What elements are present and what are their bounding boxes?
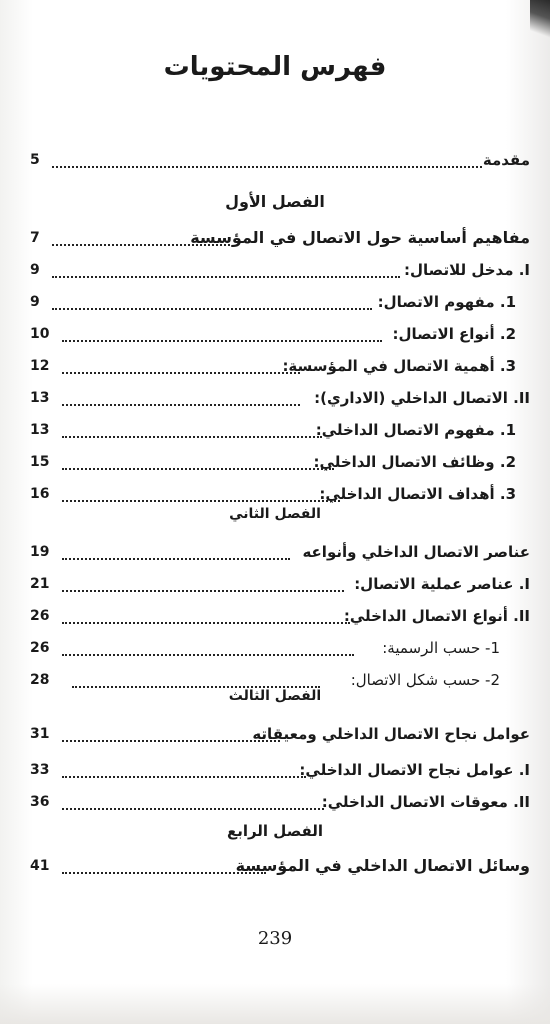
- toc-page-number: 15: [30, 454, 50, 470]
- toc-entry: [30, 354, 530, 378]
- toc-entry-label: 2. وظائف الاتصال الداخلي:: [313, 453, 516, 471]
- toc-page-number: 10: [30, 326, 50, 342]
- toc-page-number: 36: [30, 794, 50, 810]
- toc-page-number: 26: [30, 640, 50, 656]
- toc-entry: [30, 322, 530, 346]
- leader-dots: [62, 476, 340, 502]
- toc-entry-label: I. عوامل نجاح الاتصال الداخلي:: [299, 761, 530, 779]
- chapter-heading-4: الفصل الرابع: [226, 822, 324, 840]
- toc-entry: [30, 418, 530, 442]
- leader-dots: [62, 848, 266, 874]
- leader-dots: [62, 752, 306, 778]
- leader-dots: [62, 412, 322, 438]
- toc-page-number: 13: [30, 422, 50, 438]
- leader-dots: [52, 142, 482, 168]
- toc-entry-label: II. معوقات الاتصال الداخلي:: [321, 793, 530, 811]
- toc-entry-intro: [30, 148, 530, 172]
- leader-dots: [62, 348, 300, 374]
- toc-entry-label: 1. مفهوم الاتصال الداخلي:: [315, 421, 516, 439]
- toc-entry-label: II. أنواع الاتصال الداخلي:: [343, 607, 530, 625]
- page-folio-number: 239: [257, 928, 293, 949]
- toc-entry: [30, 572, 530, 596]
- toc-entry-label: 1- حسب الرسمية:: [382, 639, 500, 657]
- toc-page-number: 12: [30, 358, 50, 374]
- toc-entry-label: عوامل نجاح الاتصال الداخلي ومعيقاته: [252, 725, 530, 743]
- toc-page-number: 21: [30, 576, 50, 592]
- toc-page-number: 28: [30, 672, 50, 688]
- toc-page-number: 19: [30, 544, 50, 560]
- page-corner-shadow: [530, 0, 550, 40]
- chapter-heading-3: الفصل الثالث: [228, 688, 322, 704]
- toc-page-number: 7: [30, 230, 40, 246]
- toc-page-number: 16: [30, 486, 50, 502]
- leader-dots: [62, 316, 382, 342]
- toc-page-number: 9: [30, 294, 40, 310]
- toc-page-number: 13: [30, 390, 50, 406]
- toc-entry: [30, 722, 530, 746]
- leader-dots: [62, 784, 324, 810]
- toc-entry: [30, 226, 530, 250]
- toc-entry-label: 1. مفهوم الاتصال:: [377, 293, 516, 311]
- leader-dots: [62, 630, 354, 656]
- toc-entry-label: 3. أهمية الاتصال في المؤسسة:: [282, 357, 516, 375]
- toc-entry-label: مقدمة: [482, 151, 530, 169]
- toc-page-number: 33: [30, 762, 50, 778]
- toc-page-number: 41: [30, 858, 50, 874]
- chapter-heading-2: الفصل الثاني: [229, 506, 321, 522]
- toc-entry: [30, 790, 530, 814]
- toc-page-number: 5: [30, 152, 40, 168]
- toc-entry-label: عناصر الاتصال الداخلي وأنواعه: [302, 543, 530, 561]
- toc-entry-label: 3. أهداف الاتصال الداخلي:: [319, 485, 516, 503]
- leader-dots: [62, 380, 300, 406]
- toc-entry: [30, 854, 530, 878]
- toc-entry-label: 2. أنواع الاتصال:: [392, 325, 516, 343]
- leader-dots: [52, 252, 400, 278]
- toc-entry-label: I. مدخل للاتصال:: [404, 261, 530, 279]
- toc-entry: [30, 604, 530, 628]
- leader-dots: [52, 284, 372, 310]
- leader-dots: [62, 716, 280, 742]
- toc-page-number: 31: [30, 726, 50, 742]
- toc-entry-label: مفاهيم أساسية حول الاتصال في المؤسسة: [190, 228, 530, 247]
- leader-dots: [72, 662, 320, 688]
- toc-entry: [30, 450, 530, 474]
- leader-dots: [62, 566, 344, 592]
- toc-page-number: 26: [30, 608, 50, 624]
- chapter-heading-1: الفصل الأول: [225, 192, 325, 211]
- leader-dots: [62, 444, 334, 470]
- toc-entry-label: 2- حسب شكل الاتصال:: [350, 671, 500, 689]
- toc-entry: [30, 636, 530, 660]
- page-bottom-shadow: [0, 984, 550, 1024]
- leader-dots: [62, 598, 350, 624]
- toc-page-number: 9: [30, 262, 40, 278]
- toc-entry: [30, 540, 530, 564]
- page-title: فهرس المحتويات: [163, 52, 387, 82]
- toc-entry: [30, 482, 530, 506]
- toc-entry: [30, 258, 530, 282]
- leader-dots: [52, 220, 230, 246]
- toc-entry: [30, 386, 530, 410]
- toc-entry-label: وسائل الاتصال الداخلي في المؤسسة: [235, 856, 530, 875]
- toc-entry: [30, 758, 530, 782]
- leader-dots: [62, 534, 290, 560]
- toc-entry-label: II. الاتصال الداخلي (الاداري):: [314, 389, 530, 407]
- toc-entry-label: I. عناصر عملية الاتصال:: [354, 575, 530, 593]
- toc-entry: [30, 290, 530, 314]
